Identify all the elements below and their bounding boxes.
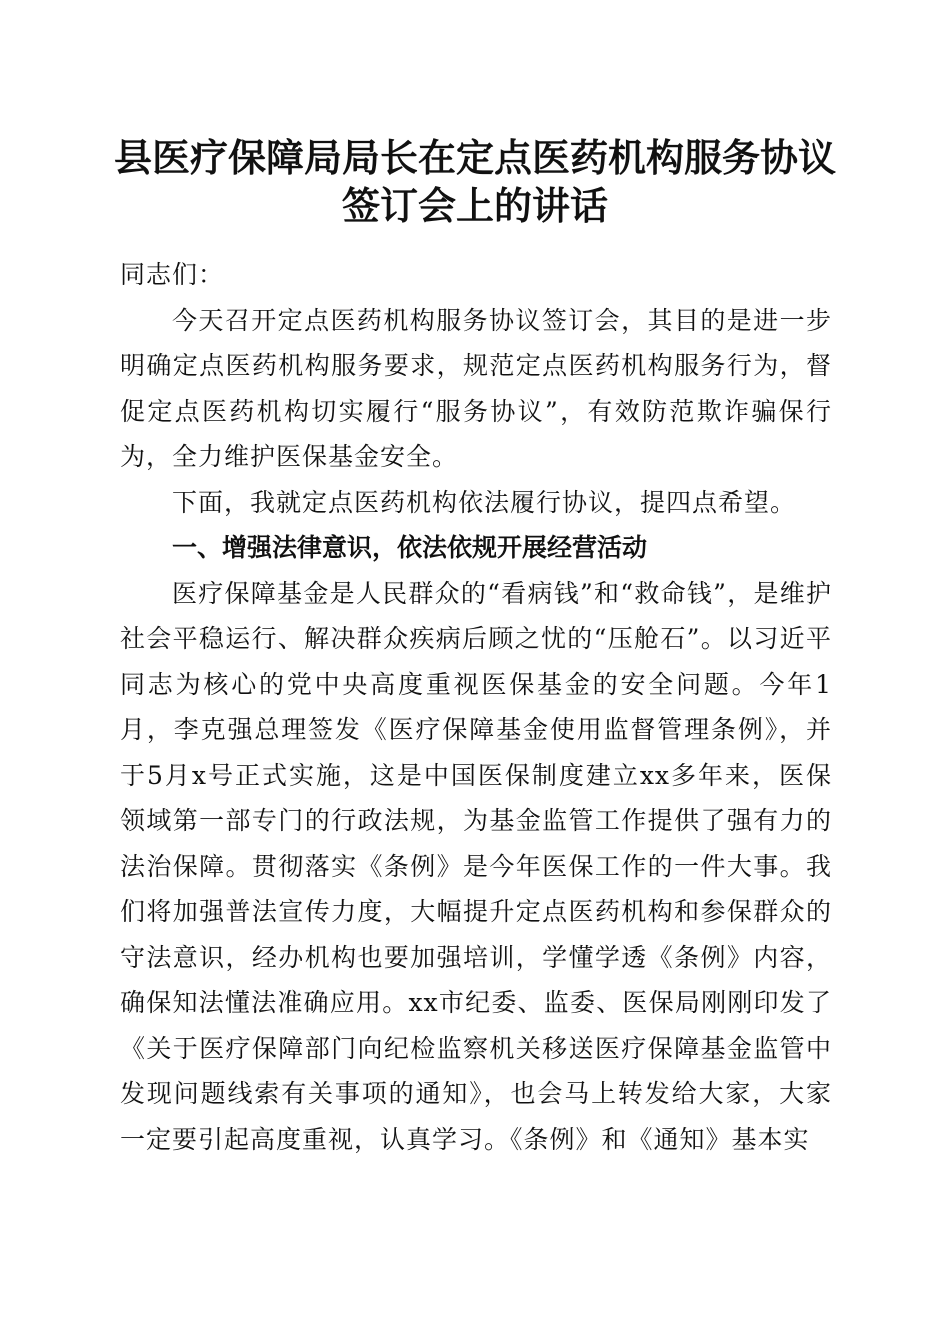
section-heading-1: 一、增强法律意识，依法依规开展经营活动: [172, 533, 648, 562]
paragraph-section-1: 医疗保障基金是人民群众的“看病钱”和“救命钱”，是维护社会平稳运行、解决群众疾病后顾之忧的“压舱石”。以习近平同志为核心的党中央高度重视医保基金的安全问题。今年1月，李克强总理签发《医疗保障基金使用监督管理条例》，并于5月x号正式实施，这是中国医保制度建立xx多年来，医保领域第一部专门的行政法规，为基金监管工作提供了强有力的法治保障。贯彻落实《条例》是今年医保工作的一件大事。我们将加强普法宣传力度，大幅提升定点医药机构和参保群众的守法意识，经办机构也要加强培训，学懂学透《条例》内容，确保知法懂法准确应用。xx市纪委、监委、医保局刚刚印发了《关于医疗保障部门向纪检监察机关移送医疗保障基金监管中发现问题线索有关事项的通知》，也会马上转发给大家，大家一定要引起高度重视，认真学习。《条例》和《通知》基本实: [120, 578, 832, 1154]
paragraph-transition: 下面，我就定点医药机构依法履行协议，提四点希望。: [172, 487, 797, 517]
document-title: 县医疗保障局局长在定点医药机构服务协议签订会上的讲话: [113, 135, 836, 228]
document-body: [120, 252, 832, 1162]
paragraph-intro: 今天召开定点医药机构服务协议签订会，其目的是进一步明确定点医药机构服务要求，规范定点医药机构服务行为，督促定点医药机构切实履行“服务协议”，有效防范欺诈骗保行为，全力维护医保基金安全。: [120, 305, 832, 471]
salutation: 同志们：: [120, 260, 225, 289]
